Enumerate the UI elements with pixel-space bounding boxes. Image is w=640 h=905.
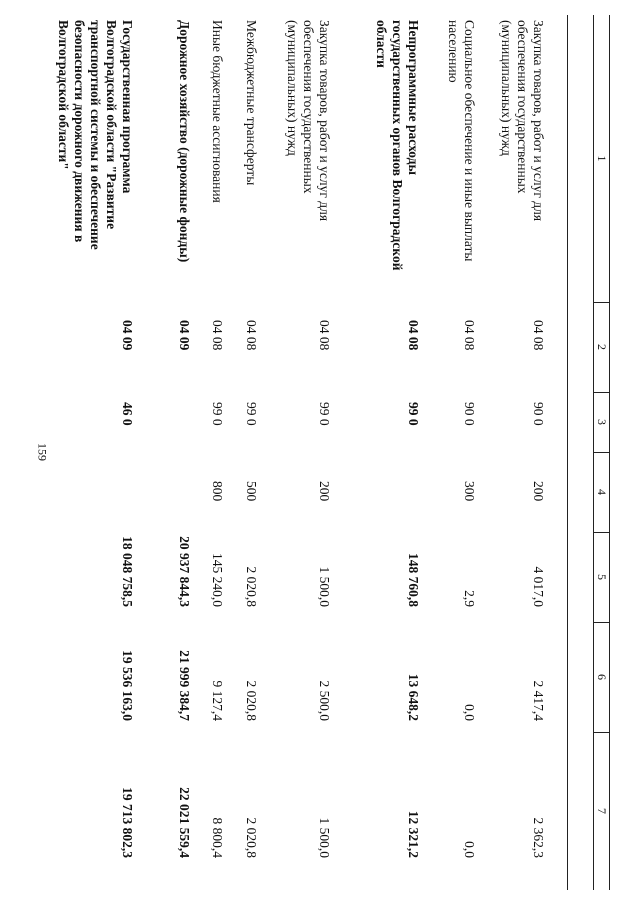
row-value-6: 9 127,4 xyxy=(210,680,225,721)
row-value-5: 4 017,0 xyxy=(531,566,546,607)
row-type: 200 xyxy=(317,481,332,502)
row-name: Закупка товаров, работ и услуг для обеспечения государственных (муниципальных) нужд xyxy=(285,20,332,222)
row-value-5: 2,9 xyxy=(462,590,477,607)
row-section: 04 09 xyxy=(120,320,135,351)
row-value-5: 20 937 844,3 xyxy=(177,536,192,607)
row-section: 04 08 xyxy=(531,320,546,351)
row-value-5: 2 020,8 xyxy=(244,566,259,607)
row-target: 46 0 xyxy=(120,402,135,426)
budget-table xyxy=(30,15,610,890)
row-value-6: 2 500,0 xyxy=(317,680,332,721)
row-value-5: 148 760,8 xyxy=(406,553,421,607)
row-target: 99 0 xyxy=(244,402,259,426)
row-section: 04 08 xyxy=(317,320,332,351)
row-target: 90 0 xyxy=(531,402,546,426)
row-value-7: 19 713 802,3 xyxy=(120,787,135,858)
row-name: Межбюджетные трансферты xyxy=(244,20,259,186)
row-value-7: 2 020,8 xyxy=(244,817,259,858)
row-name: Иные бюджетные ассигнования xyxy=(210,20,225,203)
row-value-6: 13 648,2 xyxy=(406,673,421,721)
header-col-1: 1 xyxy=(595,155,609,162)
row-value-6: 2 417,4 xyxy=(531,680,546,721)
row-section: 04 09 xyxy=(177,320,192,351)
row-value-7: 22 021 559,4 xyxy=(177,787,192,858)
row-value-6: 19 536 163,0 xyxy=(120,650,135,721)
row-name: Государственная программа Волгоградской области "Развитие транспортной системы и обеспечение безопасности дорожного движения в Волгоградской области" xyxy=(56,20,135,250)
row-section: 04 08 xyxy=(406,320,421,351)
row-section: 04 08 xyxy=(210,320,225,351)
header-second-border xyxy=(567,15,568,890)
row-target: 99 0 xyxy=(406,402,421,426)
row-value-6: 2 020,8 xyxy=(244,680,259,721)
header-col-2: 2 xyxy=(595,344,609,350)
row-name: Дорожное хозяйство (дорожные фонды) xyxy=(177,20,192,263)
header-col-4: 4 xyxy=(595,489,609,495)
header-col-7: 7 xyxy=(595,808,609,814)
row-value-7: 2 362,3 xyxy=(531,817,546,858)
row-value-7: 1 500,0 xyxy=(317,817,332,858)
row-value-7: 12 321,2 xyxy=(406,810,421,858)
row-type: 800 xyxy=(210,481,225,502)
row-type: 300 xyxy=(462,481,477,502)
row-value-7: 0,0 xyxy=(462,841,477,858)
header-col-6: 6 xyxy=(595,674,609,680)
row-target: 99 0 xyxy=(210,402,225,426)
row-value-5: 1 500,0 xyxy=(317,566,332,607)
row-name: Социальное обеспечение и иные выплаты населению xyxy=(446,20,477,262)
row-value-7: 8 800,4 xyxy=(210,817,225,858)
row-value-5: 145 240,0 xyxy=(210,553,225,607)
header-col-3: 3 xyxy=(595,419,609,425)
row-value-6: 21 999 384,7 xyxy=(177,650,192,721)
header-col-5: 5 xyxy=(595,574,609,580)
row-type: 500 xyxy=(244,481,259,502)
row-target: 99 0 xyxy=(317,402,332,426)
row-name: Непрограммные расходы государственных органов Волгоградской области xyxy=(374,20,421,271)
row-value-5: 18 048 758,5 xyxy=(120,536,135,607)
row-section: 04 08 xyxy=(244,320,259,351)
row-type: 200 xyxy=(531,481,546,502)
row-target: 90 0 xyxy=(462,402,477,426)
row-name: Закупка товаров, работ и услуг для обеспечения государственных (муниципальных) нужд xyxy=(499,20,546,222)
row-value-6: 0,0 xyxy=(462,704,477,721)
row-section: 04 08 xyxy=(462,320,477,351)
page-number: 159 xyxy=(35,443,50,461)
